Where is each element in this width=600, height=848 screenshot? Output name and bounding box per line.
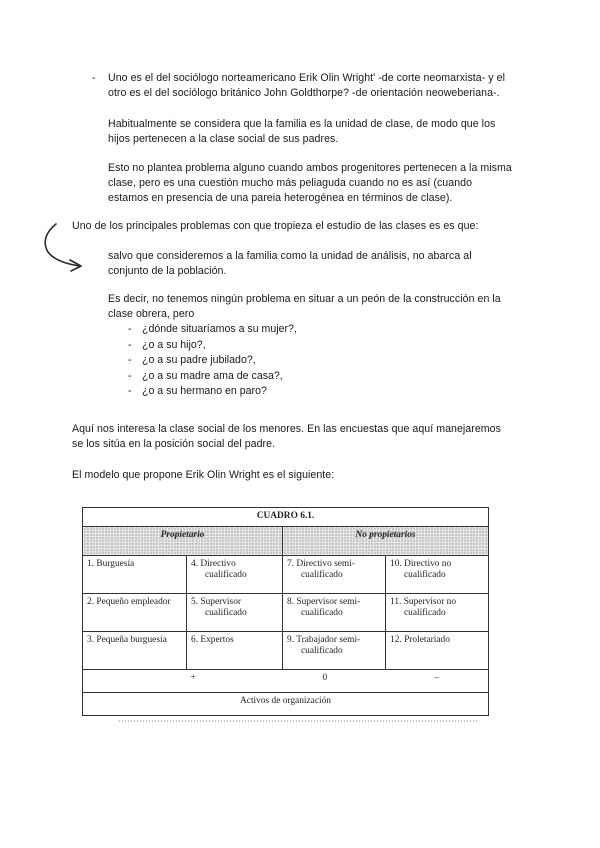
table-cell: 8. Supervisor semi-cualificado [283, 594, 386, 632]
table-cell: 10. Directivo no cualificado [386, 556, 489, 594]
scale-plus: + [187, 670, 283, 693]
problema-line-2: clase, pero es una cuestión mucho más peliaguda cuando no es así (cuando [108, 177, 473, 189]
problema-line-3: estamos en presencia de una pareia heterogénea en términos de clase). [108, 192, 453, 204]
table-cell: 11. Supervisor no cualificado [386, 594, 489, 632]
table-row [83, 556, 489, 594]
scale-zero: 0 [283, 670, 386, 693]
es-decir-line-2: clase obrera, pero [108, 308, 195, 320]
table-cell: 7. Directivo semi-cualificado [283, 556, 386, 594]
table-caption: CUADRO 6.1. [83, 508, 489, 527]
table-row [83, 594, 489, 632]
list-item: - ¿o a su hijo?, [128, 338, 297, 354]
header-no-propietarios: No propietarios [283, 527, 489, 556]
table-cell: 3. Pequeña burguesía [83, 632, 187, 670]
intro-line-2: otro es el del sociólogo británico John Goldthorpe? -de orientación neoweberiana-. [108, 87, 500, 99]
intro-line-1: Uno es el del sociólogo norteamericano Erik Olin Wright' -de corte neomarxista- y el [108, 72, 505, 84]
scale-minus: – [386, 670, 489, 693]
salvo-line-2: conjunto de la población. [108, 265, 227, 277]
intro-dash: - [92, 72, 96, 84]
table-footer: Activos de organización [83, 693, 489, 716]
footer-row [83, 693, 489, 716]
list-item: - ¿o a su padre jubilado?, [128, 353, 297, 369]
list-item: - ¿o a su madre ama de casa?, [128, 369, 297, 385]
header-propietario: Propietario [83, 527, 283, 556]
table-cell: 1. Burguesía [83, 556, 187, 594]
table-cell: 12. Proletariado [386, 632, 489, 670]
familia-line-2: hijos pertenecen a la clase social de sus padres. [108, 133, 339, 145]
scale-row [83, 670, 489, 693]
menores-line-1: Aquí nos interesa la clase social de los menores. En las encuestas que aquí manejaremos [72, 423, 501, 435]
table-cell: 6. Expertos [187, 632, 283, 670]
wright-class-table [82, 507, 488, 719]
menores-line-2: se los sitúa en la posición social del padre. [72, 438, 276, 450]
table-cell: 5. Supervisor cualificado [187, 594, 283, 632]
class-table [82, 507, 489, 716]
table-caption-row [83, 508, 489, 527]
table-cell: 2. Pequeño empleador [83, 594, 187, 632]
salvo-line-1: salvo que consideremos a la familia como la unidad de análisis, no abarca al [108, 250, 472, 262]
familia-line-1: Habitualmente se considera que la familia es la unidad de clase, de modo que los [108, 118, 496, 130]
list-item: - ¿o a su hermano en paro? [128, 384, 297, 400]
problema-line-1: Esto no plantea problema alguno cuando ambos progenitores pertenecen a la misma [108, 162, 512, 174]
es-decir-line-1: Es decir, no tenemos ningún problema en situar a un peón de la construcción en la [108, 293, 501, 305]
modelo-intro: El modelo que propone Erik Olin Wright es el siguiente: [72, 469, 335, 481]
problema-intro: Uno de los principales problemas con que tropieza el estudio de las clases es es que: [72, 220, 479, 232]
table-row [83, 632, 489, 670]
list-item: - ¿dónde situaríamos a su mujer?, [128, 322, 297, 338]
question-list [128, 322, 297, 400]
table-cell: 4. Directivo cualificado [187, 556, 283, 594]
table-header-row [83, 527, 489, 556]
scan-edge-divider [118, 720, 478, 722]
table-cell: 9. Trabajador semi-cualificado [283, 632, 386, 670]
